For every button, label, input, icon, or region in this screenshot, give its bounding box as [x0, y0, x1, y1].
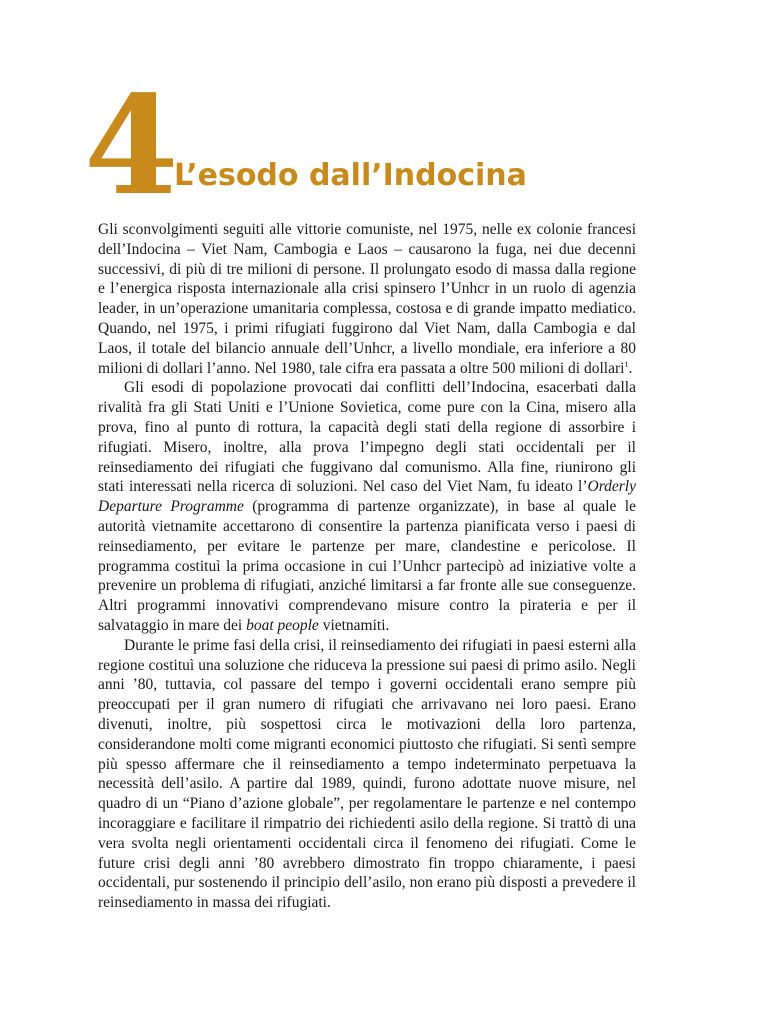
footnote-reference: 1: [624, 359, 629, 369]
text-segment: vietnamiti.: [318, 616, 390, 634]
body-text: [98, 220, 636, 913]
text-segment: Durante le prime fasi della crisi, il reinsediamento dei rifugiati in paesi esterni alla regione costituì una soluzione che riduceva la pressione sui paesi di primo asilo. Negli anni ’80, tuttavia, col passare del tempo i governi occidentali erano sempre più preoccupati per il gran numero di rifugiati che arrivavano nei loro paesi. Erano divenuti, inoltre, più sospettosi circa le motivazioni della loro partenza, considerandone molti come migranti economici piuttosto che rifugiati. Si sentì sempre più spesso affermare che il reinsediamento a tempo indeterminato perpetuava la necessità dell’asilo. A partire dal 1989, quindi, furono adottate nuove misure, nel quadro di un “Piano d’azione globale”, per regolamentare le partenze e nel contempo incoraggiare e facilitare il rimpatrio dei richiedenti asilo della regione. Si trattò di una vera svolta negli orientamenti occidentali circa il fenomeno dei rifugiati. Come le future crisi degli anni ’80 avrebbero dimostrato fin troppo chiaramente, i paesi occidentali, pur sostenendo il principio dell’asilo, non erano più disposti a prevedere il reinsediamento in massa dei rifugiati.: [98, 636, 636, 912]
chapter-title: L’esodo dall’Indocina: [174, 158, 527, 193]
text-segment: Gli sconvolgimenti seguiti alle vittorie comuniste, nel 1975, nelle ex colonie francesi dell’Indocina – Viet Nam, Cambogia e Laos – causarono la fuga, nei due decenni successivi, di più di tre milioni di persone. Il prolungato esodo di massa dalla regione e l’energica risposta internazionale alla crisi spinsero l’Unhcr in un ruolo di agenzia leader, in un’operazione umanitaria complessa, costosa e di grande impatto mediatico. Quando, nel 1975, i primi rifugiati fuggirono dal Viet Nam, dalla Cambogia e dal Laos, il totale del bilancio annuale dell’Unhcr, a livello mondiale, era inferiore a 80 milioni di dollari l’anno. Nel 1980, tale cifra era passata a oltre 500 milioni di dollari: [98, 221, 636, 377]
italic-text: Orderly Departure Programme: [98, 478, 636, 516]
text-segment: Gli esodi di popolazione provocati dai conflitti dell’Indocina, esacerbati dalla rivalità fra gli Stati Uniti e l’Unione Sovietica, come pure con la Cina, misero alla prova, fino al punto di rottura, la capacità degli stati della regione di assorbire i rifugiati. Misero, inoltre, alla prova l’impegno degli stati occidentali per il reinsediamento dei rifugiati che fuggivano dal comunismo. Alla fine, riunirono gli stati interessati nella ricerca di soluzioni. Nel caso del Viet Nam, fu ideato l’: [98, 379, 636, 496]
text-segment: .: [628, 359, 633, 377]
paragraph: [98, 636, 636, 913]
paragraph: [98, 378, 636, 635]
paragraph: [98, 220, 636, 378]
text-segment: (programma di partenze organizzate), in base al quale le autorità vietnamite accettarono di consentire la partenza pianificata verso i paesi di reinsediamento, per evitare le partenze per mare, clandestine e pericolose. Il programma costituì la prima occasione in cui l’Unhcr partecipò ad iniziative volte a prevenire un problema di rifugiati, anziché limitarsi a far fronte alle sue conseguenze. Altri programmi innovativi comprendevano misure contro la pirateria e per il salvataggio in mare dei: [98, 498, 636, 634]
chapter-number: 4: [84, 66, 177, 226]
italic-text: boat people: [246, 616, 319, 634]
